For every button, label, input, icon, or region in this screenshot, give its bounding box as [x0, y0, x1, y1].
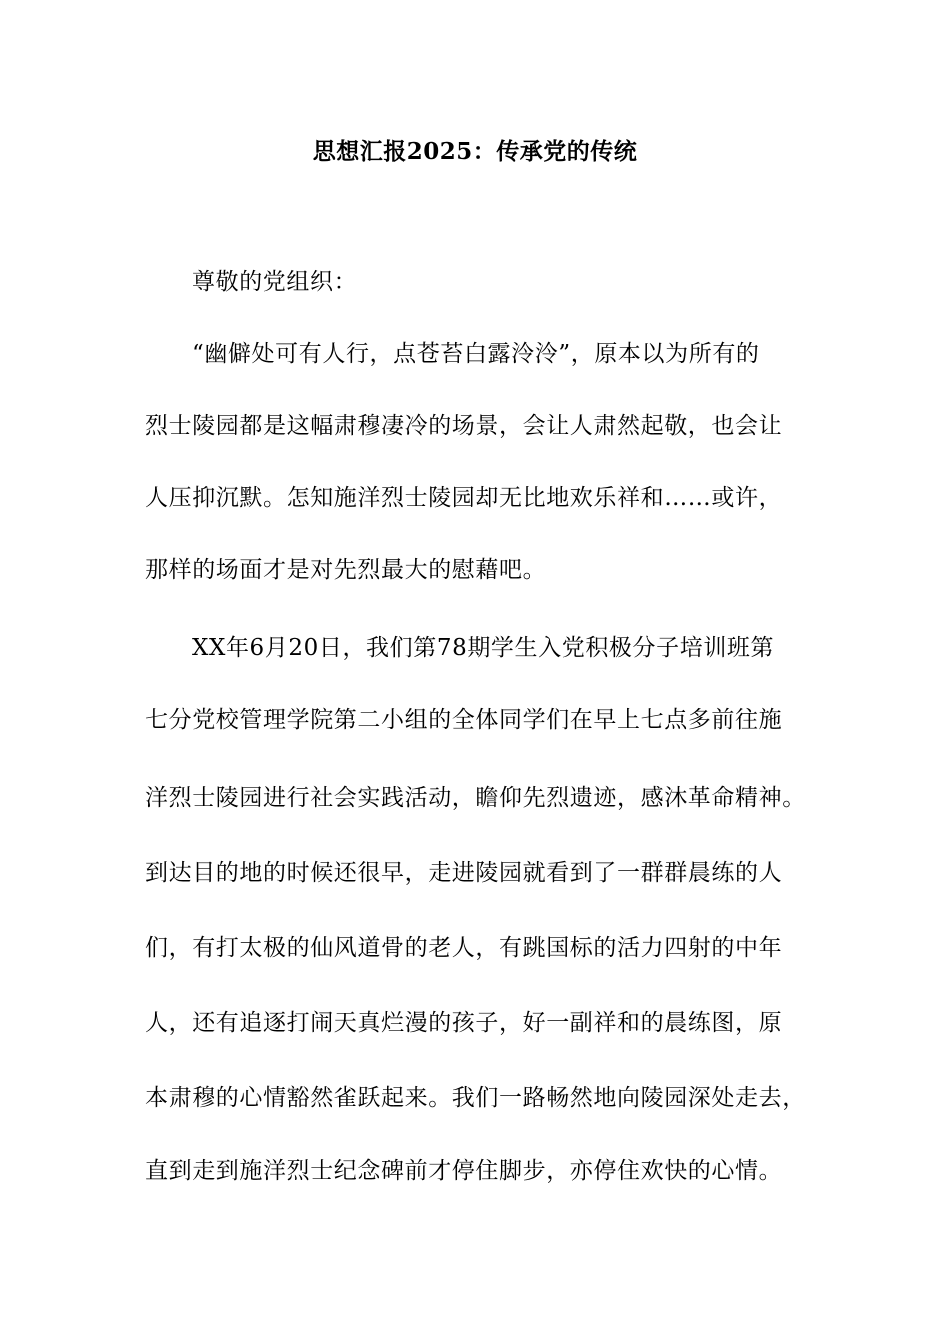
paragraph-2-line-3: 洋烈士陵园进行社会实践活动，瞻仰先烈遗迹，感沐革命精神。: [145, 785, 806, 811]
document-title: 思想汇报2025：传承党的传统: [312, 138, 638, 165]
paragraph-2-line-1: XX年6月20日，我们第78期学生入党积极分子培训班第: [192, 635, 775, 661]
paragraph-1-line-3: 人压抑沉默。怎知施洋烈士陵园却无比地欢乐祥和……或许，: [145, 485, 783, 511]
paragraph-2-line-4: 到达目的地的时候还很早，走进陵园就看到了一群群晨练的人: [145, 860, 783, 886]
paragraph-1-line-4: 那样的场面才是对先烈最大的慰藉吧。: [145, 557, 547, 583]
salutation: 尊敬的党组织：: [192, 269, 358, 295]
paragraph-1-line-1: “幽僻处可有人行，点苍苔白露泠泠”，原本以为所有的: [192, 341, 760, 367]
paragraph-2-line-8: 直到走到施洋烈士纪念碑前才停住脚步，亦停住欢快的心情。: [145, 1158, 783, 1184]
paragraph-2-line-2: 七分党校管理学院第二小组的全体同学们在早上七点多前往施: [145, 707, 783, 733]
paragraph-2-line-6: 人，还有追逐打闹天真烂漫的孩子，好一副祥和的晨练图，原: [145, 1010, 783, 1036]
paragraph-1-line-2: 烈士陵园都是这幅肃穆凄冷的场景，会让人肃然起敬，也会让: [145, 413, 783, 439]
paragraph-2-line-5: 们，有打太极的仙风道骨的老人，有跳国标的活力四射的中年: [145, 935, 783, 961]
paragraph-2-line-7: 本肃穆的心情豁然雀跃起来。我们一路畅然地向陵园深处走去，: [145, 1085, 806, 1111]
